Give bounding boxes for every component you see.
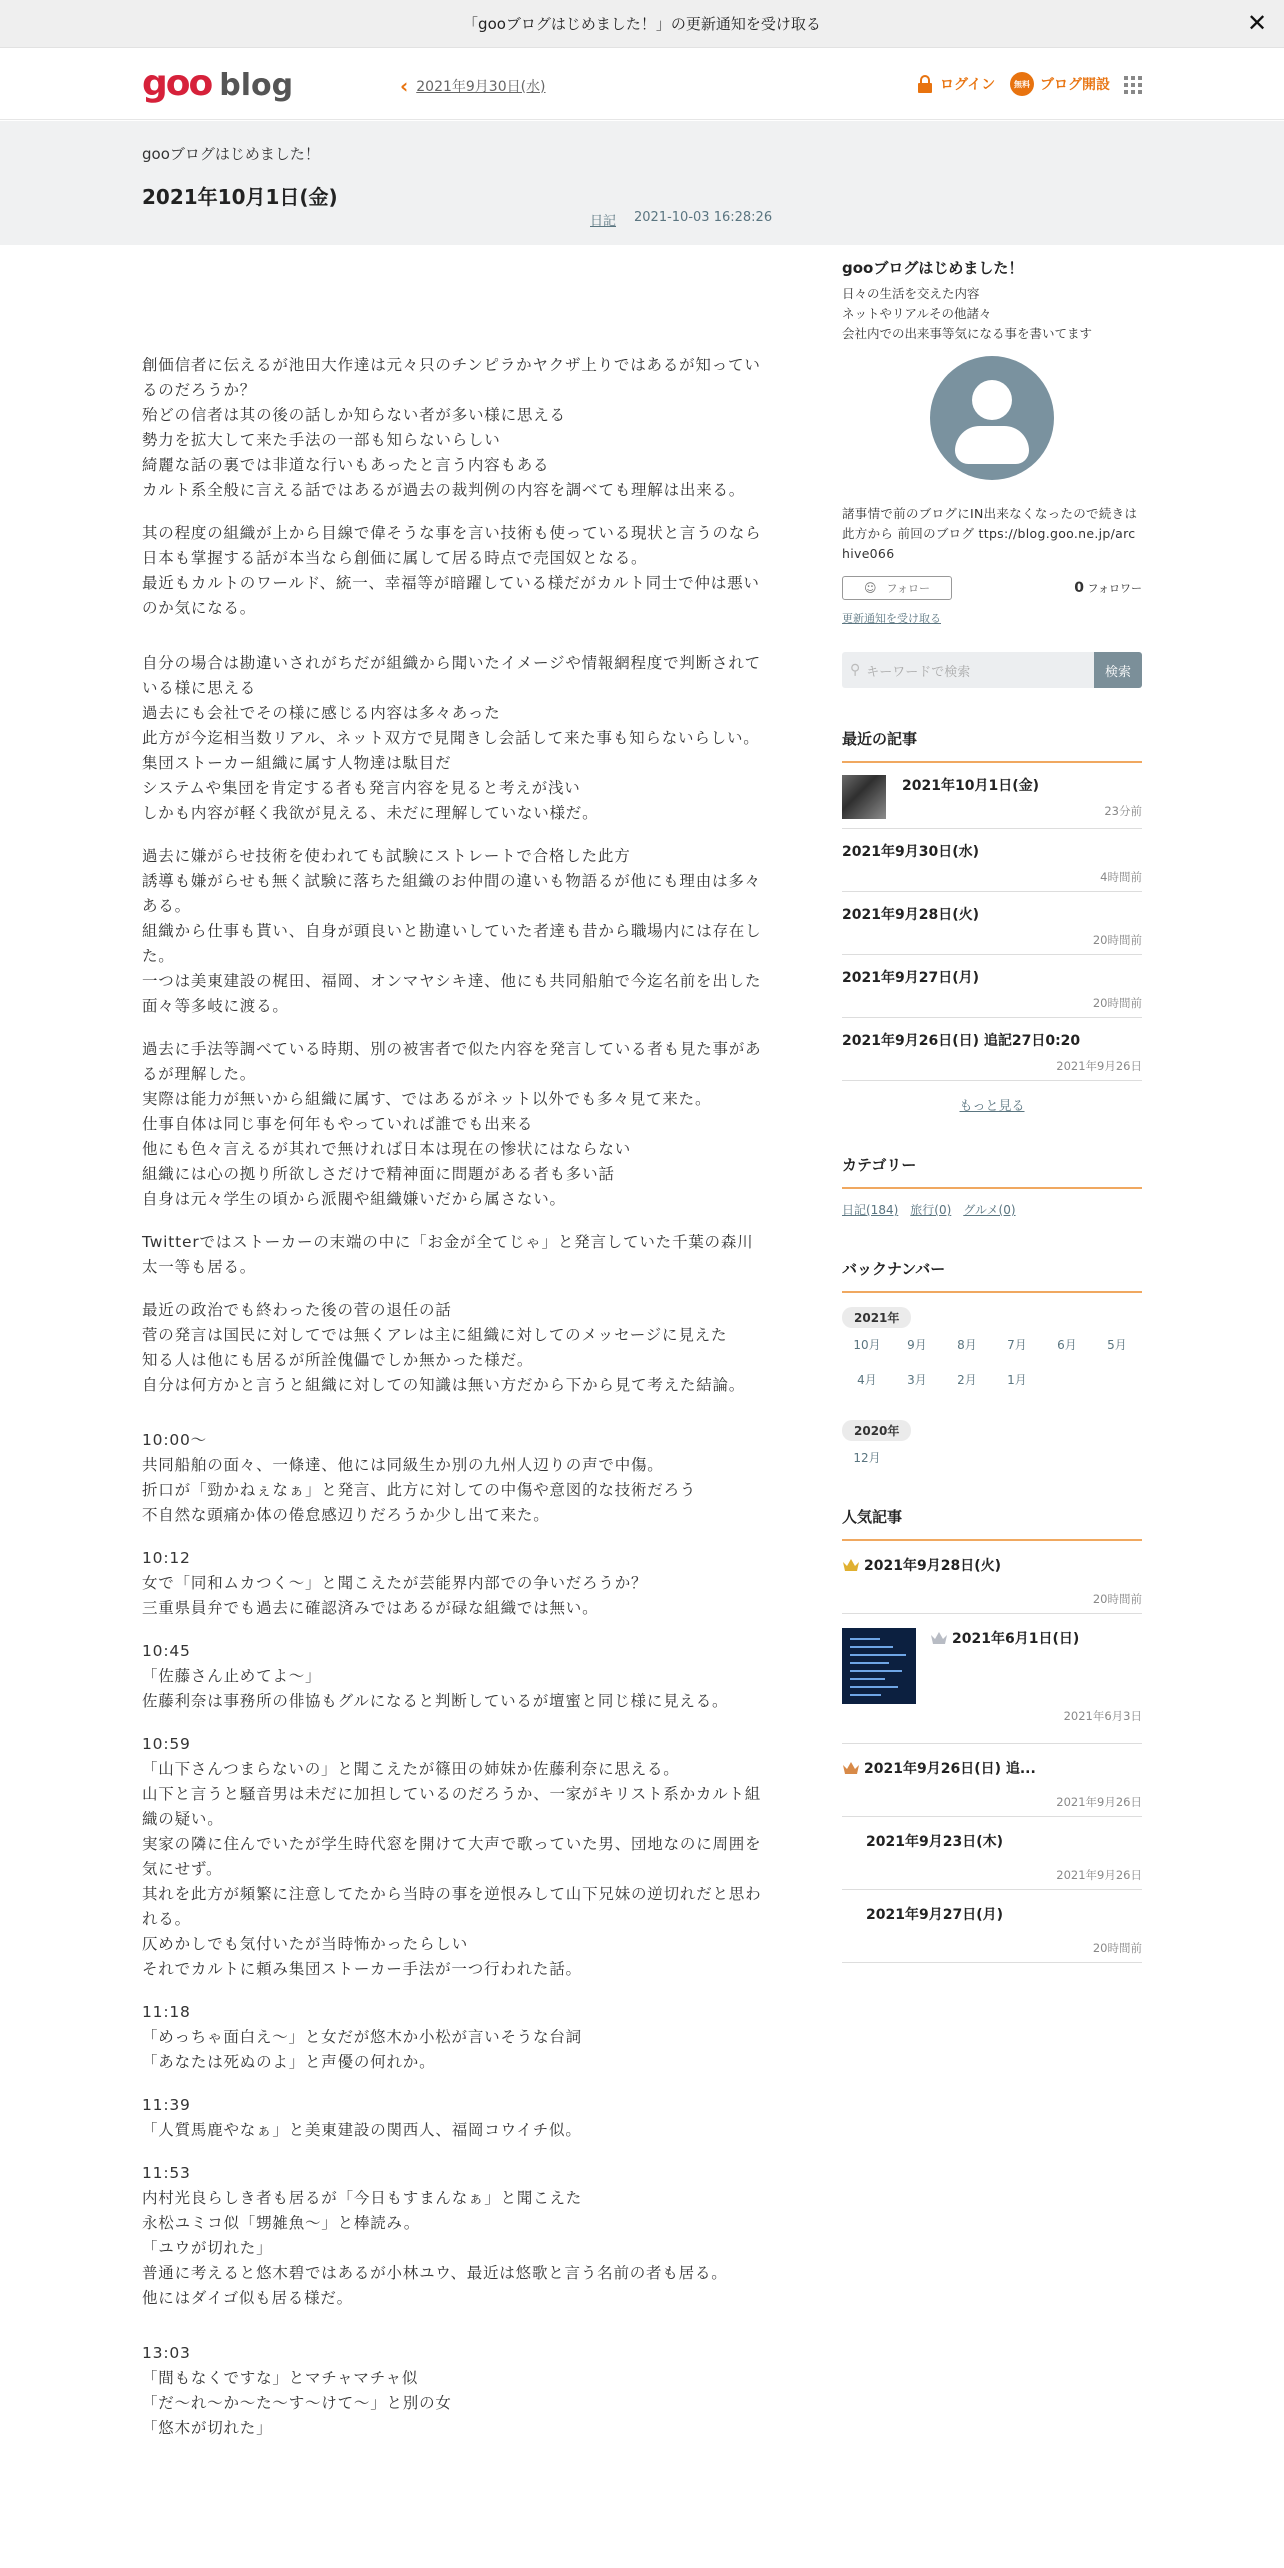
popular-article-title-text: 2021年9月23日(木) [866, 1834, 1003, 1850]
popular-article-time: 2021年9月26日 [1056, 1868, 1142, 1882]
backnumber-month-link[interactable]: 12月 [853, 1451, 881, 1465]
search-input[interactable] [842, 652, 1094, 688]
popular-article-title[interactable] [842, 1758, 1142, 1778]
service-menu-grid-icon[interactable] [1124, 76, 1142, 94]
search-placeholder: キーワードで検索 [866, 664, 971, 680]
follower-count-label: フォロワー [1087, 582, 1142, 595]
popular-article-time: 2021年6月3日 [1063, 1709, 1142, 1723]
popular-article-title[interactable] [842, 1904, 1142, 1924]
entry-paragraph: 11:53 内村光良らしき者も居るが「今日もすまんなぁ」と聞こえた 永松ユミコ似「甥雑魚～」と棒読み。 「ユウが切れた」 普通に考えると悠木碧ではあるが小林ユウ、最近は悠歌と言う名前の者も居る。 他にはダイゴ似も居る様だ。 [142, 2164, 728, 2307]
more-link[interactable]: もっと見る [959, 1099, 1025, 1114]
profile-description: 日々の生活を交えた内容 ネットやリアルその他諸々 会社内での出来事等気になる事を書いてます [842, 286, 1093, 341]
backnumber-month-link[interactable]: 1月 [1007, 1373, 1027, 1387]
close-icon[interactable]: ✕ [1246, 9, 1268, 37]
lock-icon [916, 75, 934, 93]
entry-paragraph: 創価信者に伝えるが池田大作達は元々只のチンピラかヤクザ上りではあるが知っているのだろうか？ 殆どの信者は其の後の話しか知らない者が多い様に思える 勢力を拡大して来た手法の一部も知らないらしい 綺麗な話の裏では非道な行いもあったと言う内容もある カルト系全般に言える話ではあるが過去の裁判例の内容を調べても理解は出来る。 [142, 356, 761, 499]
popular-heading: 人気記事 [842, 1506, 1142, 1541]
backnumber-months [842, 1449, 1142, 1484]
backnumber-heading: バックナンバー [842, 1258, 1142, 1293]
popular-article-title-text: 2021年9月26日(日) 追... [864, 1761, 1036, 1777]
recent-article-title[interactable]: 2021年9月27日(月) [842, 970, 979, 986]
entry-paragraph: 過去に嫌がらせ技術を使われても試験にストレートで合格した此方 誘導も嫌がらせも無く試験に落ちた組織のお仲間の違いも物語るが他にも理由は多々ある。 組織から仕事も貰い、自身が頭良いと勘違いしていた者達も昔から職場内には存在した。 一つは美東建設の梶田、福岡、オンマヤシキ達、他にも共同船舶で今迄名前を出した面々等多岐に渡る。 [142, 847, 762, 1015]
popular-article-item[interactable] [842, 1890, 1142, 1963]
backnumber-months [842, 1336, 1142, 1406]
backnumber-month-link[interactable]: 6月 [1057, 1338, 1077, 1352]
entry-paragraph: 10:45 「佐藤さん止めてよ～」 佐藤利奈は事務所の俳協もグルになると判断しているが壇蜜と同じ様に見える。 [142, 1642, 729, 1710]
entry-body [142, 353, 766, 2459]
entry-category-link[interactable]: 日記 [590, 214, 617, 229]
recent-article-thumbnail[interactable] [842, 775, 886, 819]
prev-entry-link[interactable]: 2021年9月30日(水) [416, 79, 546, 95]
backnumber-month-link[interactable]: 8月 [957, 1338, 977, 1352]
entry-paragraph: 最近の政治でも終わった後の菅の退任の話 菅の発言は国民に対してでは無くアレは主に組織に対してのメッセージに見えた 知る人は他にも居るが所詮傀儡でしか無かった様だ。 自分は何方かと言うと組織に対しての知識は無い方だから下から見て考えた結論。 [142, 1301, 746, 1394]
follow-button[interactable] [842, 576, 952, 600]
avatar[interactable] [930, 356, 1054, 480]
search-button[interactable]: 検索 [1094, 652, 1142, 688]
follow-row [842, 576, 1142, 600]
backnumber-list [842, 1293, 1142, 1484]
recent-article-item[interactable] [842, 1018, 1142, 1081]
popular-article-item[interactable] [842, 1817, 1142, 1890]
entry-paragraph: 過去に手法等調べている時期、別の被害者で似た内容を発言している者も見た事があるが理解した。 実際は能力が無いから組織に属す、ではあるがネット以外でも多々見て来た。 仕事自体は同じ事を何年もやっていれば誰でも出来る 他にも色々言えるが其れで無ければ日本は現在の惨状にはならない 組織には心の拠り所欲しさだけで精神面に問題がある者も多い話 自身は元々学生の頃から派閥や組織嫌いだから属さない。 [142, 1040, 762, 1208]
recent-article-item[interactable] [842, 955, 1142, 1018]
crown-icon [842, 1761, 860, 1775]
popular-article-time: 20時間前 [1092, 1941, 1142, 1955]
category-link[interactable]: 旅行(0) [910, 1203, 952, 1217]
search-box [842, 652, 1142, 688]
entry-paragraph: 11:39 「人質馬鹿やなぁ」と美東建設の関西人、福岡コウイチ似。 [142, 2096, 582, 2139]
backnumber-month-link[interactable]: 4月 [857, 1373, 877, 1387]
recent-list [842, 763, 1142, 1081]
open-blog-label: ブログ開設 [1040, 77, 1110, 93]
open-blog-button[interactable] [1010, 72, 1110, 96]
entry-paragraph: 10:00～ 共同船舶の面々、一條達、他には同級生か別の九州人辺りの声で中傷。 折口が「勁かねぇなぁ」と発言、此方に対しての中傷や意図的な技術だろう 不自然な頭痛か体の倦怠感辺りだろうか少し出て来た。 [142, 1431, 697, 1524]
category-link[interactable]: 日記(184) [842, 1203, 899, 1217]
notify-bar-text[interactable]: 「gooブログはじめました！」の更新通知を受け取る [463, 15, 821, 33]
popular-list [842, 1541, 1142, 1963]
logo-goo-text: goo [142, 63, 212, 104]
login-button[interactable] [916, 74, 995, 94]
category-link[interactable]: グルメ(0) [963, 1203, 1016, 1217]
backnumber-month-link[interactable]: 7月 [1007, 1338, 1027, 1352]
profile-blog-name[interactable]: gooブログはじめました！ [842, 259, 1024, 277]
login-label: ログイン [940, 77, 996, 93]
popular-article-title[interactable] [930, 1628, 1142, 1648]
recent-article-time: 20時間前 [1092, 933, 1142, 947]
backnumber-year[interactable]: 2021年 [842, 1307, 911, 1328]
recent-article-title[interactable]: 2021年10月1日(金) [902, 778, 1039, 794]
recent-article-item[interactable] [842, 892, 1142, 955]
goo-blog-logo[interactable] [142, 63, 294, 104]
popular-article-item[interactable] [842, 1744, 1142, 1817]
entry-title: 2021年10月1日(金) [142, 185, 338, 209]
entry-paragraph: 其の程度の組織が上から目線で偉そうな事を言い技術も使っている現状と言うのなら 日本も掌握する話が本当なら創価に属して居る時点で売国奴となる。 最近もカルトのワールド、統一、幸福等が暗躍している様だがカルト同士で仲は悪いのか気になる。 [142, 524, 762, 617]
site-header [0, 48, 1284, 120]
entry-paragraph: Twitterではストーカーの末端の中に「お金が全てじゃ」と発言していた千葉の森川太一等も居る。 [142, 1233, 754, 1276]
backnumber-month-link[interactable]: 3月 [907, 1373, 927, 1387]
notify-subscribe-link[interactable]: 更新通知を受け取る [842, 612, 941, 625]
recent-article-time: 4時間前 [1100, 870, 1142, 884]
recent-heading: 最近の記事 [842, 728, 1142, 763]
recent-article-title[interactable]: 2021年9月26日(日) 追記27日0:20 [842, 1033, 1081, 1049]
recent-article-time: 20時間前 [1092, 996, 1142, 1010]
popular-article-item[interactable] [842, 1541, 1142, 1614]
blog-name[interactable]: gooブログはじめました！ [142, 145, 320, 163]
popular-article-thumbnail[interactable] [842, 1628, 916, 1704]
backnumber-month-link[interactable]: 9月 [907, 1338, 927, 1352]
popular-article-title-text: 2021年9月27日(月) [866, 1907, 1003, 1923]
recent-article-item[interactable] [842, 763, 1142, 829]
popular-article-title-text: 2021年9月28日(火) [864, 1558, 1001, 1574]
sidebar [842, 245, 1142, 1963]
crown-icon [930, 1631, 948, 1645]
backnumber-month-link[interactable]: 5月 [1107, 1338, 1127, 1352]
popular-article-title[interactable] [842, 1555, 1142, 1575]
follower-count-value: 0 [1074, 580, 1085, 596]
profile-text: 諸事情で前のブログにIN出来なくなったので続きは此方から 前回のブログ ttps://blog.goo.ne.jp/archive066 [842, 506, 1138, 561]
entry-paragraph: 自分の場合は勘違いされがちだが組織から聞いたイメージや情報網程度で判断されている様に思える 過去にも会社でその様に感じる内容は多々あった 此方が今迄相当数リアル、ネット双方で見聞きし会話して来た事も知らないらしい。 集団ストーカー組織に属す人物達は駄目だ システムや集団を肯定する者も発言内容を見ると考えが浅い しかも内容が軽く我欲が見える、未だに理解していない様だ。 [142, 654, 761, 822]
chevron-left-icon: ‹ [400, 74, 409, 98]
popular-article-time: 20時間前 [1092, 1592, 1142, 1606]
entry-paragraph: 11:18 「めっちゃ面白え～」と女だが悠木か小松が言いそうな台詞 「あなたは死ぬのよ」と声優の何れか。 [142, 2003, 582, 2071]
follower-count[interactable] [1074, 580, 1142, 596]
recent-article-title[interactable]: 2021年9月28日(火) [842, 907, 979, 923]
popular-article-title-text: 2021年6月1日(日) [952, 1631, 1080, 1647]
follow-button-label: フォロー [886, 582, 930, 595]
category-list [842, 1201, 1142, 1218]
recent-article-title[interactable]: 2021年9月30日(水) [842, 844, 979, 860]
entry-timestamp: 2021-10-03 16:28:26 [634, 210, 773, 225]
crown-icon [842, 1558, 860, 1572]
search-icon: ⚲ [850, 662, 861, 678]
backnumber-month-link[interactable]: 2月 [957, 1373, 977, 1387]
popular-article-item[interactable] [842, 1614, 1142, 1744]
user-icon: ☺ [864, 581, 877, 595]
recent-article-time: 23分前 [1104, 804, 1142, 818]
recent-article-time: 2021年9月26日 [1056, 1059, 1142, 1073]
entry-paragraph: 10:59 「山下さんつまらないの」と聞こえたが篠田の姉妹か佐藤利奈に思える。 山下と言うと騒音男は未だに加担しているのだろうか、一家がキリスト系かカルト組織の疑い。 実家の隣に住んでいたが学生時代窓を開けて大声で歌っていた男、団地なのに周囲を気にせず。 其れを此方が頻繁に注意してたから当時の事を逆恨みして山下兄妹の逆切れだと思われる。 仄めかしでも気付いたが当時怖かったらしい それでカルトに頼み集団ストーカー手法が一つ行われた話。 [142, 1735, 762, 1978]
entry-paragraph: 13:03 「間もなくですな」とマチャマチャ似 「だ～れ～か～た～す～けて～」と別の女 「悠木が切れた」 [142, 2344, 452, 2437]
prev-entry-nav[interactable] [400, 76, 546, 96]
free-badge: 無料 [1010, 72, 1034, 96]
update-notify-bar[interactable] [0, 0, 1284, 48]
recent-article-item[interactable] [842, 829, 1142, 892]
backnumber-year[interactable]: 2020年 [842, 1420, 911, 1441]
popular-article-time: 2021年9月26日 [1056, 1795, 1142, 1809]
entry-title-band [0, 121, 1284, 245]
popular-article-title[interactable] [842, 1831, 1142, 1851]
backnumber-month-link[interactable]: 10月 [853, 1338, 881, 1352]
category-heading: カテゴリー [842, 1154, 1142, 1189]
entry-meta [590, 210, 772, 229]
logo-blog-text: blog [219, 68, 294, 103]
entry-paragraph: 10:12 女で「同和ムカつく～」と聞こえたが芸能界内部での争いだろうか？ 三重県員弁でも過去に確認済みではあるが碌な組織では無い。 [142, 1549, 648, 1617]
